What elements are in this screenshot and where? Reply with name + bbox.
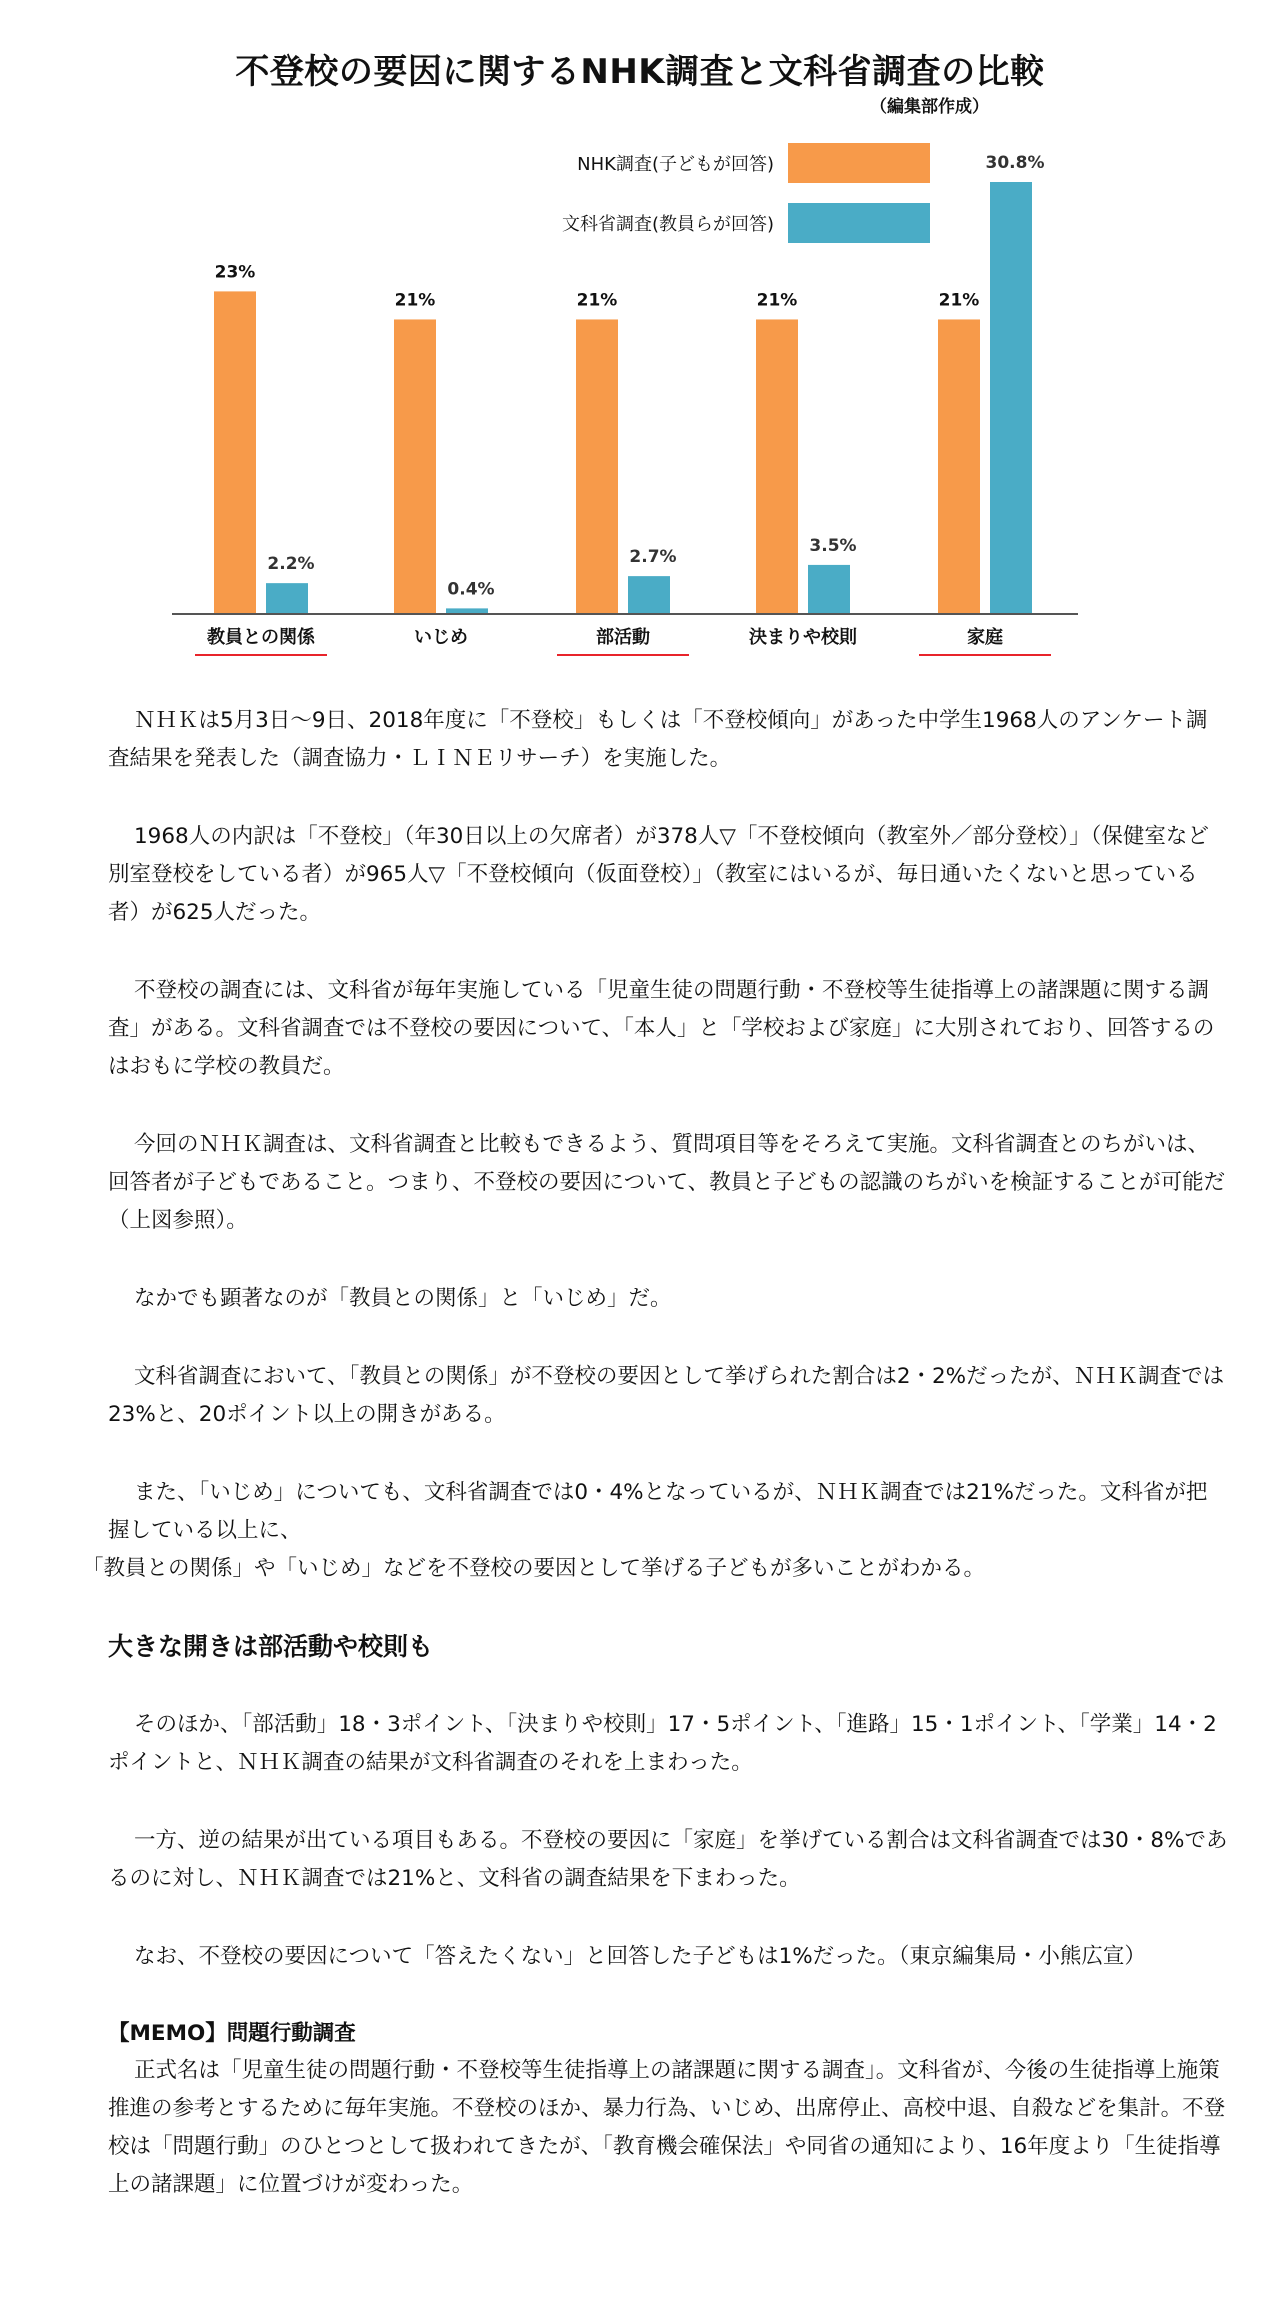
paragraph: なかでも顕著なのが「教員との関係」と「いじめ」だ。	[134, 1286, 672, 1311]
legend-label: 文科省調査(教員らが回答)	[561, 214, 774, 235]
paragraph	[82, 1474, 1228, 1588]
legend-label: NHK調査(子どもが回答)	[577, 154, 774, 175]
paragraph: 1968人の内訳は「不登校」（年30日以上の欠席者）が378人▽「不登校傾向（教室外／部分登校）」（保健室など別室登校をしている者）が965人▽「不登校傾向（仮面登校）」（教室にはいるが、毎日通いたくないと思っている者）が625人だった。	[108, 824, 1209, 925]
chart-title: 不登校の要因に関するNHK調査と文科省調査の比較	[235, 52, 1045, 92]
chart-credit: （編集部作成）	[870, 97, 989, 117]
category-label: 教員との関係	[207, 627, 315, 648]
paragraph: ＮＨＫは5月3日～9日、2018年度に「不登校」もしくは「不登校傾向」があった中学生1968人のアンケート調査結果を発表した（調査協力・ＬＩＮＥリサーチ）を実施した。	[108, 708, 1208, 771]
article	[82, 702, 1228, 2244]
bar-chart	[0, 0, 1280, 680]
data-label: 21%	[938, 290, 980, 311]
data-label: 21%	[756, 290, 798, 311]
bar	[214, 291, 256, 614]
paragraph: 文科省調査において、「教員との関係」が不登校の要因として挙げられた割合は2・2%だったが、ＮＨＫ調査では23%と、20ポイント以上の開きがある。	[108, 1364, 1225, 1427]
category-label: 決まりや校則	[749, 627, 857, 648]
bar	[808, 565, 850, 614]
data-label: 2.2%	[267, 554, 315, 575]
paragraph: 一方、逆の結果が出ている項目もある。不登校の要因に「家庭」を挙げている割合は文科省調査では30・8%であるのに対し、ＮＨＫ調査では21%と、文科省の調査結果を下まわった。	[108, 1828, 1228, 1891]
data-label: 21%	[394, 290, 436, 311]
paragraph: 今回のＮＨＫ調査は、文科省調査と比較もできるよう、質問項目等をそろえて実施。文科省調査とのちがいは、回答者が子どもであること。つまり、不登校の要因について、教員と子どもの認識のちがいを検証することが可能だ（上図参照）。	[108, 1132, 1226, 1233]
chart-section	[0, 0, 1280, 680]
category-label: 家庭	[967, 627, 1003, 648]
legend-swatch	[788, 143, 930, 183]
data-label: 23%	[214, 262, 256, 283]
category-label: 部活動	[596, 627, 650, 648]
data-label: 30.8%	[985, 153, 1045, 173]
category-label: いじめ	[414, 627, 468, 648]
data-label: 3.5%	[809, 535, 857, 556]
paragraph: 不登校の調査には、文科省が毎年実施している「児童生徒の問題行動・不登校等生徒指導上の諸課題に関する調査」がある。文科省調査では不登校の要因について、「本人」と「学校および家庭」に大別されており、回答するのはおもに学校の教員だ。	[108, 978, 1215, 1079]
paragraph-line: 「教員との関係」や「いじめ」などを不登校の要因として挙げる子どもが多いことがわかる。	[82, 1556, 986, 1581]
bar	[394, 319, 436, 614]
paragraph: なお、不登校の要因について「答えたくない」と回答した子どもは1%だった。（東京編集局・小熊広宣）	[134, 1944, 1146, 1969]
paragraph: そのほか、「部活動」18・3ポイント、「決まりや校則」17・5ポイント、「進路」15・1ポイント、「学業」14・2ポイントと、ＮＨＫ調査の結果が文科省調査のそれを上まわった。	[108, 1712, 1217, 1775]
data-label: 0.4%	[447, 579, 495, 600]
bar	[756, 319, 798, 614]
legend-swatch	[788, 203, 930, 243]
memo-title: 【MEMO】問題行動調査	[108, 2021, 356, 2046]
bar	[266, 583, 308, 614]
bar	[938, 319, 980, 614]
paragraph-line: また、「いじめ」についても、文科省調査では0・4%となっているが、ＮＨＫ調査では21%だった。文科省が把握している以上に、	[108, 1480, 1208, 1543]
section-heading: 大きな開きは部活動や校則も	[108, 1632, 434, 1661]
data-label: 21%	[576, 290, 618, 311]
bar	[990, 182, 1032, 614]
bar	[576, 319, 618, 614]
data-label: 2.7%	[629, 547, 677, 568]
bar	[628, 576, 670, 614]
memo-text: 正式名は「児童生徒の問題行動・不登校等生徒指導上の諸課題に関する調査」。文科省が、今後の生徒指導上施策推進の参考とするために毎年実施。不登校のほか、暴力行為、いじめ、出席停止、高校中退、自殺などを集計。不登校は「問題行動」のひとつとして扱われてきたが、「教育機会確保法」や同省の通知により、16年度より「生徒指導上の諸課題」に位置づけが変わった。	[108, 2058, 1226, 2197]
